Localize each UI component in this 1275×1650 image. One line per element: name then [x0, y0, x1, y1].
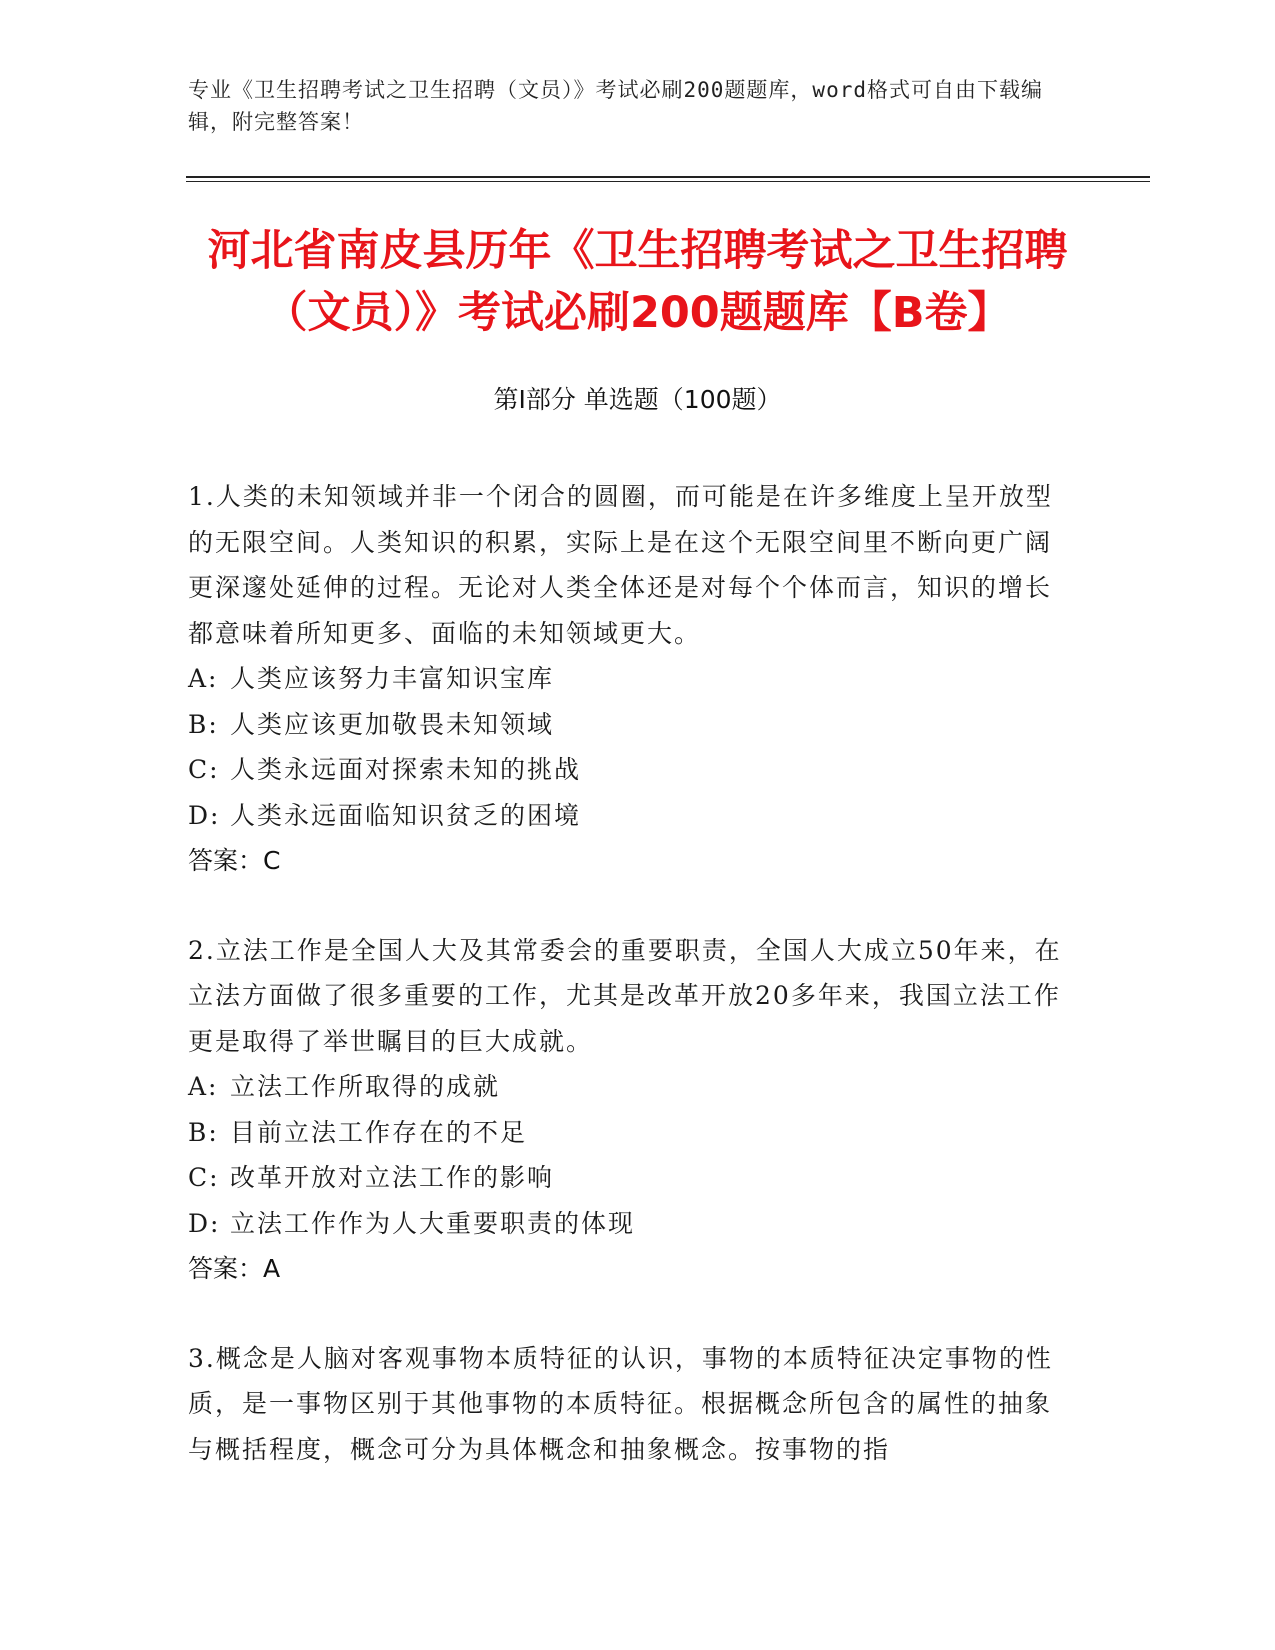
option-a [188, 656, 1068, 702]
option-key: C: [188, 1163, 220, 1192]
header-divider-thin [186, 181, 1150, 182]
option-b [188, 702, 1068, 748]
section-heading: 第Ⅰ部分 单选题（100题） [493, 385, 782, 414]
option-key: D: [188, 1208, 221, 1238]
question-list [188, 474, 1068, 1516]
option-text: 人类永远面对探索未知的挑战 [230, 755, 582, 784]
option-text: 目前立法工作存在的不足 [230, 1117, 528, 1147]
option-text: 立法工作作为人大重要职责的体现 [230, 1208, 636, 1238]
header-note: 专业《卫生招聘考试之卫生招聘（文员）》考试必刷200题题库，word格式可自由下载编辑，附完整答案！ [188, 78, 1043, 134]
option-text: 人类永远面临知识贫乏的困境 [230, 800, 582, 830]
option-key: C: [188, 755, 220, 784]
option-text: 人类应该努力丰富知识宝库 [230, 664, 555, 693]
option-d [188, 1201, 1068, 1247]
answer-line: 答案：A [188, 1254, 281, 1283]
option-c [188, 1155, 1068, 1201]
question-stem: 2.立法工作是全国人大及其常委会的重要职责，全国人大成立50年来，在立法方面做了很多重要的工作，尤其是改革开放20多年来，我国立法工作更是取得了举世瞩目的巨大成就。 [188, 935, 1062, 1056]
option-d [188, 793, 1068, 839]
option-b [188, 1110, 1068, 1156]
option-text: 立法工作所取得的成就 [230, 1072, 501, 1101]
option-key: A: [188, 664, 219, 693]
question-stem: 1.人类的未知领域并非一个闭合的圆圈，而可能是在许多维度上呈开放型的无限空间。人类知识的积累，实际上是在这个无限空间里不断向更广阔更深邃处延伸的过程。无论对人类全体还是对每个个体而言，知识的增长都意味着所知更多、面临的未知领域更大。 [188, 482, 1053, 648]
question-2 [188, 928, 1068, 1292]
option-key: A: [188, 1072, 219, 1101]
question-1 [188, 474, 1068, 884]
option-key: B: [188, 1117, 219, 1147]
answer-line: 答案：C [188, 846, 281, 875]
option-text: 改革开放对立法工作的影响 [230, 1163, 555, 1192]
option-a [188, 1064, 1068, 1110]
option-key: D: [188, 800, 221, 830]
header-divider-thick [186, 176, 1150, 178]
option-text: 人类应该更加敬畏未知领域 [230, 709, 555, 739]
option-key: B: [188, 709, 219, 739]
question-stem: 3.概念是人脑对客观事物本质特征的认识，事物的本质特征决定事物的性质，是一事物区别于其他事物的本质特征。根据概念所包含的属性的抽象与概括程度，概念可分为具体概念和抽象概念。按事物的指 [188, 1343, 1053, 1464]
document-title: 河北省南皮县历年《卫生招聘考试之卫生招聘（文员）》考试必刷200题题库【B卷】 [207, 226, 1068, 338]
question-3 [188, 1336, 1068, 1473]
option-c [188, 747, 1068, 793]
